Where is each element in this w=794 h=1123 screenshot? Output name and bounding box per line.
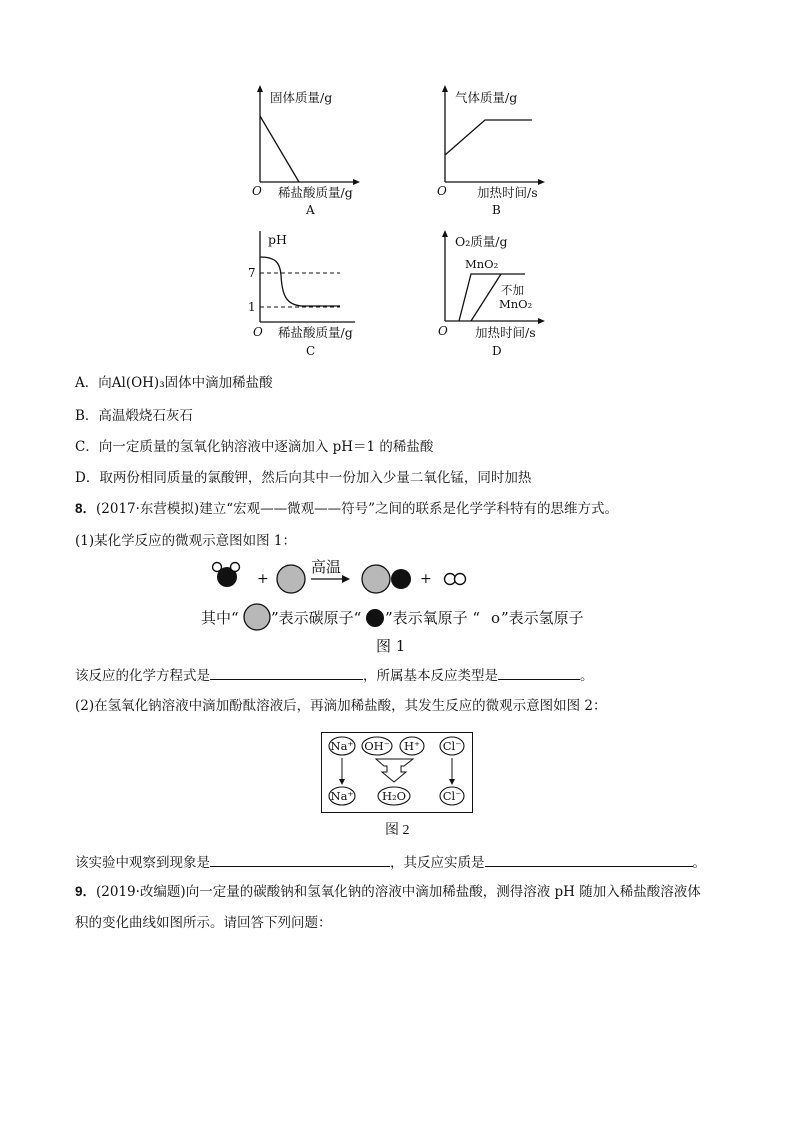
option-d: D．取两份相同质量的氯酸钾，然后向其中一份加入少量二氧化锰，同时加热: [75, 470, 532, 486]
q8-stem-text: (2017·东营模拟)建立“宏观——微观——符号”之间的联系是化学学科特有的思维方式。: [96, 501, 618, 517]
q9-line-1: [75, 883, 701, 901]
co-molecule: [362, 565, 411, 593]
chart-d-caption: D: [492, 344, 502, 358]
chart-a-xlabel: 稀盐酸质量/g: [278, 185, 353, 200]
observation-prompt: 该实验中观察到现象是: [75, 855, 210, 871]
q9-line-1-text: (2019·改编题)向一定量的碳酸钠和氢氧化钠的溶液中滴加稀盐酸，测得溶液 pH 随加入稀盐酸溶液体: [96, 884, 701, 900]
h2-molecule: [445, 574, 466, 585]
option-a: A．向Al(OH)₃固体中滴加稀盐酸: [75, 375, 273, 391]
condition-label: 高温: [311, 558, 342, 576]
equation-prompt: 该反应的化学方程式是: [75, 668, 210, 684]
chart-a-y-arrow: [257, 85, 263, 92]
chart-a: [230, 82, 370, 217]
legend-oxygen-icon: [366, 609, 384, 627]
chart-b-ylabel: 气体质量/g: [455, 90, 518, 105]
arrow-na-head: [339, 779, 345, 785]
chart-c-ytick-7: 7: [248, 266, 256, 280]
ion-cl-top-label: Cl⁻: [442, 739, 462, 753]
chart-c-ytick-1: 1: [248, 300, 256, 314]
chart-a-caption: A: [306, 203, 315, 217]
q8-stem: [75, 500, 618, 518]
ion-na-bottom-label: Na⁺: [330, 789, 354, 803]
chart-b-x-arrow: [538, 179, 545, 185]
ion-na-top-label: Na⁺: [330, 739, 354, 753]
water-molecule: [213, 563, 240, 588]
ion-h-top-label: H⁺: [403, 739, 421, 753]
legend-carbon-text: ”表示碳原子“: [271, 609, 362, 627]
q9-number: 9．: [75, 884, 97, 899]
chart-a-ylabel: 固体质量/g: [270, 90, 333, 105]
molecule-h2o-bottom-label: H₂O: [381, 789, 407, 803]
observation-line-end: 。: [692, 855, 706, 871]
chart-d-x-arrow: [538, 318, 545, 324]
plus-1: +: [257, 571, 269, 587]
option-b: B．高温煅烧石灰石: [75, 408, 193, 424]
chart-d-curve-no-mno2: [471, 274, 501, 321]
chart-b-y-arrow: [442, 85, 448, 92]
chart-b-caption: B: [492, 203, 501, 217]
combine-arrow: [376, 759, 413, 782]
chart-a-curve: [260, 116, 299, 182]
figure-2-caption: 图 2: [385, 823, 410, 838]
q8-observation-line: [75, 852, 706, 872]
carbon-atom: [277, 565, 305, 593]
legend-carbon-icon: [244, 604, 270, 630]
legend-oxygen-text: ”表示氧原子 “: [385, 609, 481, 627]
equation-line-end: 。: [580, 668, 594, 684]
chart-a-x-arrow: [353, 179, 360, 185]
q8-equation-line: [75, 665, 594, 685]
chart-d-label-mno2: MnO₂: [465, 257, 499, 271]
chart-b-curve: [445, 120, 532, 155]
reaction-type-prompt: ，所属基本反应类型是: [363, 668, 498, 684]
chart-b-xlabel: 加热时间/s: [477, 185, 538, 200]
ion-cl-bottom-label: Cl⁻: [442, 789, 462, 803]
q8-part2: (2)在氢氧化钠溶液中滴加酚酞溶液后，再滴加稀盐酸，其发生反应的微观示意图如图 2：: [75, 698, 607, 714]
chart-d-y-arrow: [442, 230, 448, 237]
q8-part1: (1)某化学反应的微观示意图如图 1：: [75, 533, 297, 549]
chart-c-curve: [260, 257, 340, 306]
chart-c-origin: O: [253, 325, 263, 339]
chart-d-label-no-1: 不加: [501, 283, 524, 297]
figure-1-reaction: [195, 555, 615, 655]
chart-d-label-no-2: MnO₂: [499, 297, 533, 311]
figure-1-caption: 图 1: [376, 637, 406, 655]
essence-prompt: ，其反应实质是: [390, 855, 485, 871]
chart-c: [230, 225, 380, 360]
legend-hydrogen-text: ”表示氢原子: [501, 609, 584, 627]
equation-blank[interactable]: [210, 665, 363, 680]
chart-d-origin: O: [438, 324, 448, 338]
reaction-arrowhead: [342, 575, 350, 583]
chart-c-xlabel: 稀盐酸质量/g: [278, 325, 353, 340]
arrow-cl-head: [449, 779, 455, 785]
chart-a-origin: O: [252, 184, 262, 198]
legend-hydrogen-symbol: o: [491, 609, 501, 627]
chart-d: [415, 225, 565, 360]
q9-line-2: 积的变化曲线如图所示。请回答下列问题：: [75, 915, 332, 931]
figure-2-diagram: [321, 732, 474, 814]
chart-c-caption: C: [306, 344, 316, 358]
option-c: C．向一定质量的氢氧化钠溶液中逐滴加入 pH＝1 的稀盐酸: [75, 439, 434, 455]
essence-blank[interactable]: [485, 852, 693, 867]
chart-d-xlabel: 加热时间/s: [475, 325, 536, 340]
chart-b: [415, 82, 565, 217]
ion-oh-top-label: OH⁻: [364, 739, 390, 753]
chart-d-ylabel: O₂质量/g: [455, 234, 508, 249]
reaction-type-blank[interactable]: [498, 665, 580, 680]
plus-2: +: [420, 571, 432, 587]
chart-c-ylabel: pH: [268, 232, 287, 247]
q8-number: 8．: [75, 501, 97, 516]
observation-blank[interactable]: [210, 852, 390, 867]
legend-prefix: 其中“: [201, 609, 239, 627]
chart-b-origin: O: [437, 184, 447, 198]
